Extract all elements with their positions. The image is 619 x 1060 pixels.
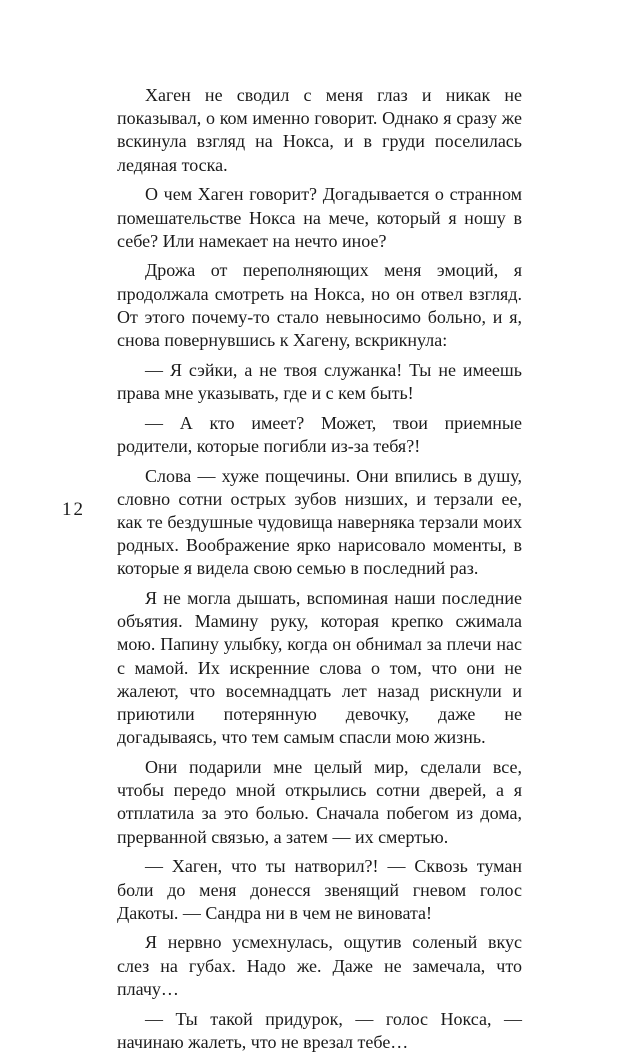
paragraph: Дрожа от переполняющих меня эмоций, я продолжала смотреть на Нокса, но он отвел взгляд. От этого почему-то стало невыносимо больно, и я, снова повернувшись к Хагену, вскрикнула: [117, 260, 522, 351]
paragraph: Я нервно усмехнулась, ощутив соленый вкус слез на губах. Надо же. Даже не замечала, что плачу… [117, 932, 522, 999]
paragraph: Я не могла дышать, вспоминая наши последние объятия. Мамину руку, которая крепко сжимала мою. Папину улыбку, когда он обнимал за плечи нас с мамой. Их искренние слова о том, что они не жалеют, что восемнадцать лет назад рискнули и приютили потерянную девочку, даже не догадываясь, что тем самым спасли мою жизнь. [117, 588, 522, 748]
paragraph: — Ты такой придурок, — голос Нокса, — начинаю жалеть, что не врезал тебе… [117, 1008, 522, 1052]
paragraph: Хаген не сводил с меня глаз и никак не показывал, о ком именно говорит. Однако я сразу же вскинула взгляд на Нокса, и в груди поселилась ледяная тоска. [117, 85, 522, 175]
paragraph: О чем Хаген говорит? Догадывается о странном помешательстве Нокса на мече, который я ношу в себе? Или намекает на нечто иное? [117, 184, 522, 251]
paragraph: Слова — хуже пощечины. Они впились в душу, словно сотни острых зубов низших, и терзали ее, как те бездушные чудовища наверняка терзали моих родных. Воображение ярко нарисовало моменты, в которые я видела свою семью в последний раз. [117, 465, 522, 579]
body-text [117, 84, 522, 1060]
page-number: 12 [62, 499, 85, 520]
paragraph: — Я сэйки, а не твоя служанка! Ты не имеешь права мне указывать, где и с кем быть! [117, 359, 522, 403]
paragraph: — А кто имеет? Может, твои приемные родители, которые погибли из-за тебя?! [117, 412, 522, 456]
paragraph: Они подарили мне целый мир, сделали все, чтобы передо мной открылись сотни дверей, а я отплатила за это болью. Сначала побегом из дома, прерванной связью, а затем — их смертью. [117, 756, 522, 847]
paragraph: — Хаген, что ты натворил?! — Сквозь туман боли до меня донесся звенящий гневом голос Дакоты. — Сандра ни в чем не виновата! [117, 856, 522, 923]
